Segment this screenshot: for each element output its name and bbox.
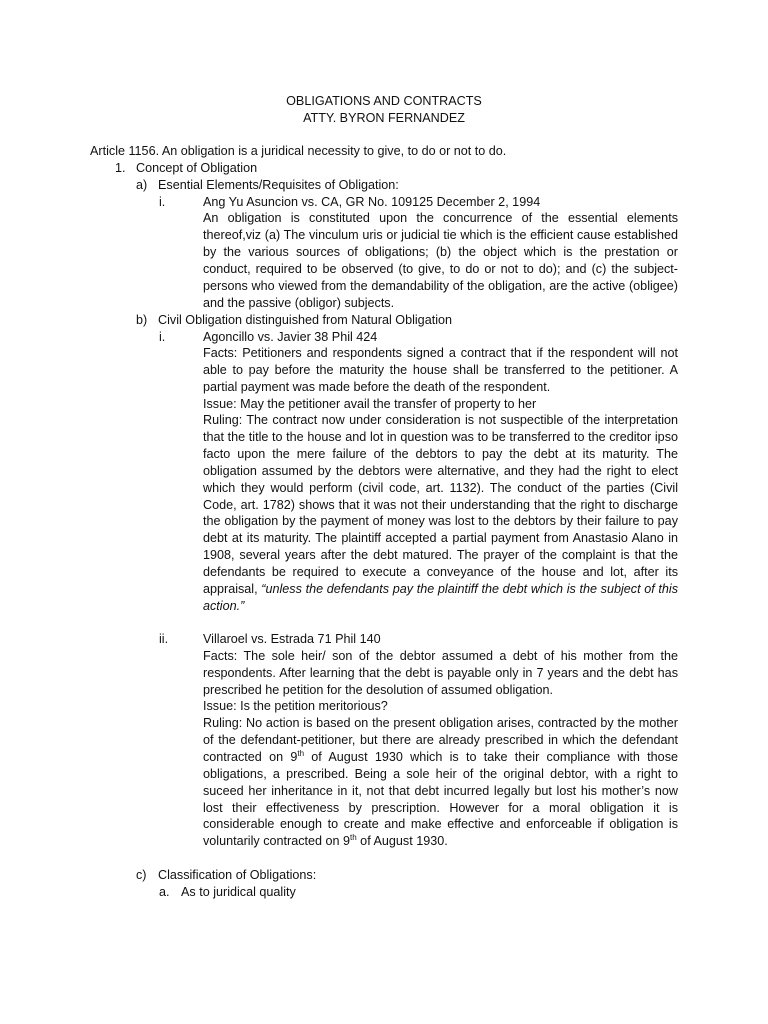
- case-title-ang-yu: Ang Yu Asuncion vs. CA, GR No. 109125 December 2, 1994: [203, 195, 541, 209]
- case-agoncillo-ruling: [203, 412, 678, 615]
- case-title-villaroel: Villaroel vs. Estrada 71 Phil 140: [203, 632, 381, 646]
- case-villaroel-ruling-part-1: Ruling: No action is based on the present obligation arises, contracted by the mother of the defendant-petitioner, but there are already prescribed in which the defendant contracted on 9: [203, 716, 678, 764]
- case-agoncillo-issue: Issue: May the petitioner avail the transfer of property to her: [203, 397, 537, 411]
- case-agoncillo-ruling-quote: “unless the defendants pay the plaintiff the debt which is the subject of this action.”: [203, 582, 679, 613]
- list-number-1: 1.: [115, 161, 126, 175]
- case-text-ang-yu: An obligation is constituted upon the concurrence of the essential elements thereof,viz (a) The vinculum uris or judicial tie which is the efficient cause established by the various sources of obligations; (b) the object which is the prestation or conduct, required to be observed (to give, to do or not to do); and (c) the subject-persons who viewed from the demandability of the obligation, are the active (obligee) and the passive (obligor) subjects.: [203, 211, 678, 310]
- list-marker-c-a: a.: [159, 885, 170, 899]
- list-marker-b-ii: ii.: [159, 632, 169, 646]
- case-villaroel-ruling-part-3: of August 1930.: [356, 834, 448, 849]
- ordinal-suffix: th: [350, 833, 357, 843]
- subsection-classification: Classification of Obligations:: [158, 868, 317, 882]
- list-marker-c: c): [136, 868, 147, 882]
- list-marker-a-i: i.: [159, 195, 166, 209]
- case-villaroel-ruling: [203, 715, 678, 850]
- case-agoncillo-ruling-text: Ruling: The contract now under consideration is not suspectible of the interpretation that the title to the house and lot in question was to be transferred to the creditor ipso facto upon the mere failure of the debtors to pay the debt at its maturity. The obligation assumed by the debtors were alternative, and they had the right to elect which they would perform (civil code, art. 1132). The conduct of the parties (Civil Code, art. 1782) shows that it was not their understanding that the right to discharge the obligation by the payment of money was lost to the debtors by their failure to pay debt at its maturity. The plaintiff accepted a partial payment from Anastasio Alano in 1908, several years after the debt matured. The prayer of the complaint is that the defendants be required to execute a conveyance of the house and lot, after its appraisal,: [203, 413, 678, 597]
- list-marker-a: a): [136, 178, 148, 192]
- list-marker-b: b): [136, 313, 148, 327]
- ordinal-suffix: th: [297, 748, 305, 758]
- subsection-essential-elements: Esential Elements/Requisites of Obligation:: [158, 178, 399, 192]
- section-concept-heading: Concept of Obligation: [136, 161, 258, 175]
- document-author: ATTY. BYRON FERNANDEZ: [303, 111, 465, 125]
- classification-juridical-quality: As to juridical quality: [181, 885, 296, 899]
- case-villaroel-facts: Facts: The sole heir/ son of the debtor assumed a debt of his mother from the respondents. After learning that the debt is payable only in 7 years and the debt has prescribed he petition for the desolution of assumed obligation.: [203, 649, 678, 697]
- case-villaroel-ruling-part-2: of August 1930 which is to take their compliance with those obligations, a prescribed. Being a sole heir of the original debtor, with a right to suceed her inheritance in it, not that debt incurred legally but lost his mother’s now lost their effectiveness by prescription. However for a moral obligation it is considerable enough to create and make effective and enforceable if obligation is voluntarily contracted on 9: [203, 749, 678, 849]
- subsection-civil-vs-natural: Civil Obligation distinguished from Natural Obligation: [158, 313, 452, 327]
- list-marker-b-i: i.: [159, 330, 166, 344]
- case-agoncillo-facts: Facts: Petitioners and respondents signed a contract that if the respondent will not able to pay before the maturity the house shall be transferred to the petitioner. A partial payment was made before the death of the respondent.: [203, 346, 678, 394]
- document-title: OBLIGATIONS AND CONTRACTS: [286, 94, 482, 108]
- case-title-agoncillo: Agoncillo vs. Javier 38 Phil 424: [203, 330, 378, 344]
- article-heading: Article 1156. An obligation is a juridical necessity to give, to do or not to do.: [90, 144, 507, 158]
- case-villaroel-issue: Issue: Is the petition meritorious?: [203, 699, 388, 713]
